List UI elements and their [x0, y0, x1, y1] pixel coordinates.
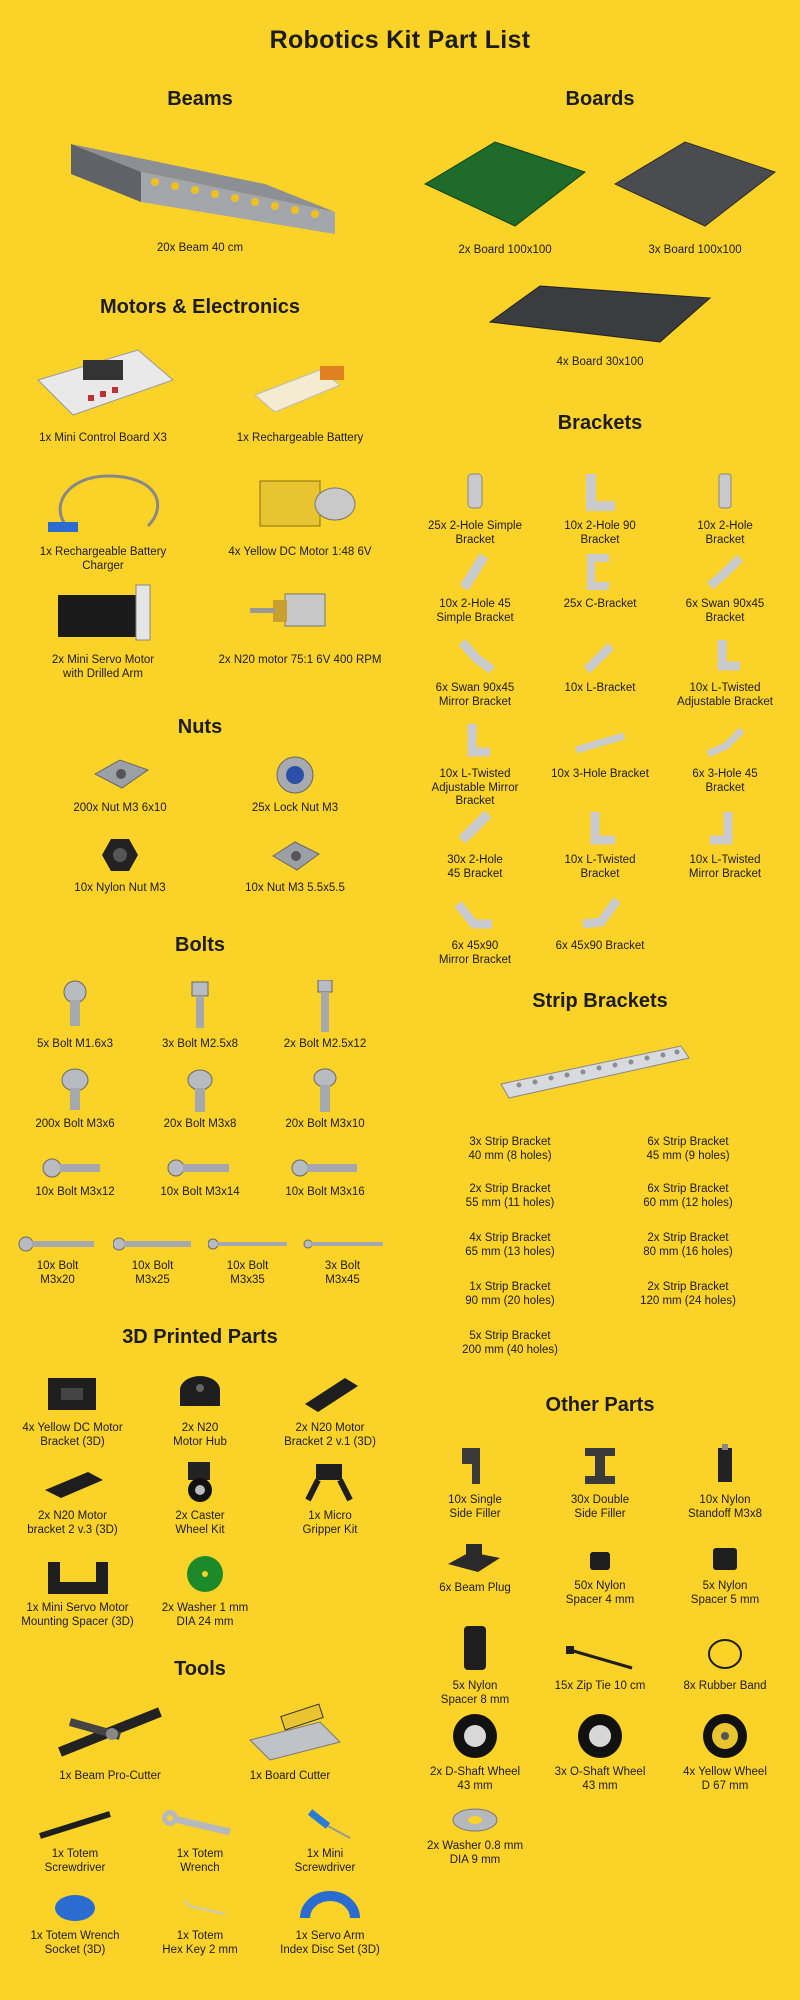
page-title: Robotics Kit Part List	[269, 26, 531, 54]
spacer-icon	[700, 1546, 750, 1574]
part-label: 6x 45x90 Mirror Bracket	[438, 940, 512, 966]
part-label: 5x Bolt M1.6x3	[36, 1038, 114, 1050]
part-label: 4x Yellow DC Motor Bracket (3D)	[22, 1422, 123, 1448]
part-label: 1x Rechargeable Battery	[236, 432, 364, 444]
spacer-icon	[450, 1624, 500, 1674]
bracket-icon	[450, 722, 500, 762]
bolt-icon	[180, 980, 220, 1032]
bracket-item	[660, 808, 790, 881]
part-bolt	[15, 1156, 135, 1200]
part-label: 10x Bolt M3x12	[35, 1186, 115, 1198]
part-nylon-nut	[40, 834, 200, 896]
part-label: 10x Single Side Filler	[448, 1494, 502, 1520]
hex-key-icon	[155, 1890, 245, 1924]
motor-bracket-icon	[33, 1372, 113, 1416]
part-label: 3x O-Shaft Wheel 43 mm	[554, 1766, 646, 1792]
part-tool	[265, 1890, 395, 1957]
bracket-icon	[575, 894, 625, 934]
other-item	[540, 1444, 660, 1521]
part-label: 8x Rubber Band	[683, 1680, 767, 1692]
part-label: 20x Bolt M3x8	[163, 1118, 237, 1130]
other-item	[415, 1712, 535, 1793]
part-label: 20x Beam 40 cm	[156, 242, 244, 254]
part-label: 10x 2-Hole 45 Simple Bracket	[436, 598, 514, 624]
part-nut-5-5	[215, 834, 375, 896]
part-label: 200x Bolt M3x6	[35, 1118, 115, 1130]
bracket-icon	[450, 470, 500, 514]
part-label: 10x L-Twisted Adjustable Mirror Bracket	[431, 768, 519, 807]
part-board	[600, 132, 790, 258]
part-label: 3x Board 100x100	[648, 244, 742, 256]
wrench-icon	[155, 1806, 245, 1842]
part-bolt	[265, 1156, 385, 1200]
other-item	[415, 1444, 535, 1521]
section-title-bolts: Bolts	[175, 934, 225, 956]
bracket-item	[535, 636, 665, 696]
part-tool	[30, 1702, 190, 1784]
part-label: 1x Totem Hex Key 2 mm	[162, 1930, 238, 1956]
other-item	[665, 1444, 785, 1521]
part-3d	[265, 1460, 395, 1537]
part-board	[410, 132, 600, 258]
part-label: 10x Bolt M3x20	[36, 1260, 79, 1286]
n20-bracket-icon	[33, 1464, 113, 1504]
bracket-icon	[575, 470, 625, 514]
part-label: 10x Bolt M3x25	[131, 1260, 174, 1286]
part-3d	[5, 1372, 140, 1449]
part-bolt	[10, 1234, 105, 1287]
spacer-icon	[575, 1548, 625, 1574]
rubber-band-icon	[695, 1634, 755, 1674]
bracket-icon	[700, 470, 750, 514]
beam-plug-icon	[440, 1540, 510, 1576]
part-label: 20x Bolt M3x10	[285, 1118, 365, 1130]
part-label: 50x Nylon Spacer 4 mm	[565, 1580, 635, 1606]
part-3d	[140, 1460, 260, 1537]
section-title-strip-brackets: Strip Brackets	[532, 990, 668, 1012]
side-filler-icon	[450, 1444, 500, 1488]
part-label: 10x 2-Hole Bracket	[697, 520, 753, 546]
part-tool	[15, 1806, 135, 1875]
part-label: 10x 2-Hole 90 Bracket	[564, 520, 636, 546]
wrench-socket-icon	[30, 1890, 120, 1924]
part-label: 6x Swan 90x45 Bracket	[685, 598, 765, 624]
bracket-item	[535, 808, 665, 881]
caster-wheel-icon	[160, 1460, 240, 1504]
bracket-item	[660, 636, 790, 709]
servo-spacer-icon	[38, 1552, 118, 1596]
part-bolt	[265, 1068, 385, 1132]
section-title-boards: Boards	[565, 88, 635, 110]
section-title-beams: Beams	[167, 88, 233, 110]
part-label: 6x 3-Hole 45 Bracket	[692, 768, 758, 794]
part-label: 4x Yellow Wheel D 67 mm	[683, 1766, 767, 1792]
part-label: 10x L-Twisted Adjustable Bracket	[677, 682, 773, 708]
part-label: 6x 45x90 Bracket	[555, 940, 645, 952]
other-item	[540, 1712, 660, 1793]
wheel-icon	[572, 1712, 628, 1760]
part-lock-nut	[215, 754, 375, 816]
bolt-icon	[305, 980, 345, 1032]
part-label: 1x Rechargeable Battery Charger	[39, 546, 167, 572]
part-label: 1x Mini Screwdriver	[294, 1848, 356, 1874]
part-tool	[140, 1806, 260, 1875]
part-3d	[145, 1552, 265, 1629]
part-3d	[5, 1464, 140, 1537]
bolt-icon	[55, 1068, 95, 1112]
washer-icon	[165, 1552, 245, 1596]
bolt-icon	[55, 980, 95, 1032]
n20-motor-image	[225, 580, 375, 648]
bracket-item	[535, 894, 665, 954]
part-label: 4x Board 30x100	[556, 356, 644, 368]
part-label: 2x Board 100x100	[458, 244, 552, 256]
part-label: 10x Nut M3 5.5x5.5	[245, 882, 345, 894]
part-beam-40	[60, 140, 340, 256]
square-nut-icon	[235, 834, 355, 876]
part-charger	[18, 466, 188, 573]
part-label: 2x Caster Wheel Kit	[175, 1510, 225, 1536]
part-label: 10x 3-Hole Bracket	[551, 768, 649, 780]
bolt-icon	[180, 1068, 220, 1112]
other-item	[415, 1806, 535, 1867]
bracket-item	[660, 552, 790, 625]
strip-item: 6x Strip Bracket 45 mm (9 holes)	[646, 1136, 730, 1162]
part-label: 10x Nylon Nut M3	[74, 882, 166, 894]
bracket-item	[535, 470, 665, 547]
part-label: 3x Bolt M3x45	[324, 1260, 361, 1286]
part-label: 1x Mini Servo Motor Mounting Spacer (3D)	[21, 1602, 134, 1628]
part-label: 10x Bolt M3x16	[285, 1186, 365, 1198]
section-title-motors: Motors & Electronics	[99, 296, 301, 318]
part-board	[460, 278, 740, 370]
section-title-tools: Tools	[174, 1658, 226, 1680]
other-item	[540, 1548, 660, 1607]
part-n20-motor	[200, 580, 400, 668]
part-label: 10x Nylon Standoff M3x8	[688, 1494, 762, 1520]
part-label: 6x Beam Plug	[439, 1582, 511, 1594]
part-label: 2x N20 Motor Bracket 2 v.1 (3D)	[284, 1422, 376, 1448]
strip-item: 3x Strip Bracket 40 mm (8 holes)	[468, 1136, 552, 1162]
section-title-nuts: Nuts	[177, 716, 223, 738]
part-label: 2x N20 motor 75:1 6V 400 RPM	[218, 654, 382, 666]
battery-image	[225, 340, 375, 426]
double-filler-icon	[575, 1444, 625, 1488]
part-label: 1x Micro Gripper Kit	[302, 1510, 358, 1536]
part-tool	[15, 1890, 135, 1957]
part-label: 1x Servo Arm Index Disc Set (3D)	[280, 1930, 380, 1956]
charger-image	[28, 466, 178, 540]
bracket-item	[535, 552, 665, 612]
section-title-brackets: Brackets	[557, 412, 643, 434]
bracket-icon	[450, 552, 500, 592]
lock-nut-icon	[235, 754, 355, 796]
part-label: 10x L-Bracket	[564, 682, 636, 694]
n20-bracket-icon	[290, 1372, 370, 1416]
bolt-icon	[208, 1234, 288, 1254]
square-nut-icon	[60, 754, 180, 796]
part-label: 2x Washer 0.8 mm DIA 9 mm	[426, 1840, 524, 1866]
green-board-image	[415, 132, 595, 238]
strip-item: 4x Strip Bracket 65 mm (13 holes)	[465, 1232, 555, 1258]
bracket-icon	[450, 808, 500, 848]
control-board-image	[28, 340, 178, 426]
part-tool	[210, 1702, 370, 1784]
standoff-icon	[700, 1444, 750, 1488]
pro-cutter-icon	[50, 1702, 170, 1764]
bracket-item	[535, 722, 665, 782]
bracket-item	[410, 552, 540, 625]
part-label: 1x Totem Wrench	[176, 1848, 224, 1874]
part-tool	[265, 1806, 385, 1875]
bolt-icon	[290, 1156, 360, 1180]
part-bolt	[140, 980, 260, 1052]
part-label: 1x Totem Wrench Socket (3D)	[30, 1930, 120, 1956]
part-label: 10x Bolt M3x35	[226, 1260, 269, 1286]
part-bolt	[295, 1234, 390, 1287]
part-tool	[140, 1890, 260, 1957]
bracket-icon	[575, 552, 625, 592]
part-label: 5x Nylon Spacer 8 mm	[440, 1680, 510, 1706]
strip-item: 1x Strip Bracket 90 mm (20 holes)	[465, 1281, 555, 1307]
yellow-motor-image	[225, 466, 375, 540]
other-item	[415, 1624, 535, 1707]
part-label: 2x D-Shaft Wheel 43 mm	[429, 1766, 521, 1792]
motor-hub-icon	[160, 1372, 240, 1416]
part-label: 200x Nut M3 6x10	[73, 802, 167, 814]
zip-tie-icon	[560, 1640, 640, 1674]
servo-image	[28, 580, 178, 648]
part-bolt	[15, 980, 135, 1052]
other-item	[665, 1634, 785, 1694]
bracket-item	[410, 808, 540, 881]
part-label: 6x Swan 90x45 Mirror Bracket	[435, 682, 515, 708]
bracket-icon	[570, 722, 630, 762]
part-label: 1x Board Cutter	[249, 1770, 331, 1782]
part-label: 3x Bolt M2.5x8	[161, 1038, 239, 1050]
part-yellow-motor	[210, 466, 390, 560]
other-item	[665, 1546, 785, 1607]
part-label: 25x Lock Nut M3	[251, 802, 339, 814]
part-bolt	[200, 1234, 295, 1287]
part-bolt	[105, 1234, 200, 1287]
part-label: 2x Mini Servo Motor with Drilled Arm	[51, 654, 155, 680]
bracket-icon	[700, 552, 750, 592]
nylon-nut-icon	[60, 834, 180, 876]
bracket-item	[410, 470, 540, 547]
screwdriver-icon	[30, 1806, 120, 1842]
part-label: 1x Mini Control Board X3	[39, 432, 167, 444]
other-item	[540, 1640, 660, 1694]
board-cutter-icon	[230, 1702, 350, 1764]
bolt-icon	[305, 1068, 345, 1112]
bracket-item	[410, 636, 540, 709]
part-3d	[140, 1372, 260, 1449]
bracket-icon	[575, 636, 625, 676]
bracket-icon	[700, 808, 750, 848]
bolt-icon	[303, 1234, 383, 1254]
wheel-icon	[447, 1712, 503, 1760]
part-bolt	[140, 1068, 260, 1132]
part-bolt	[265, 980, 385, 1052]
part-bolt	[140, 1156, 260, 1200]
bolt-icon	[165, 1156, 235, 1180]
bracket-item	[660, 470, 790, 547]
part-bolt	[15, 1068, 135, 1132]
part-label: 2x Bolt M2.5x12	[283, 1038, 367, 1050]
strip-item: 2x Strip Bracket 120 mm (24 holes)	[640, 1281, 736, 1307]
bracket-item	[660, 722, 790, 795]
part-control-board	[18, 340, 188, 446]
gray-board-image	[605, 132, 785, 238]
part-label: 2x Washer 1 mm DIA 24 mm	[161, 1602, 249, 1628]
bracket-icon	[450, 636, 500, 676]
yellow-wheel-icon	[697, 1712, 753, 1760]
part-battery	[210, 340, 390, 446]
bracket-icon	[700, 636, 750, 676]
part-label: 2x N20 Motor Hub	[173, 1422, 227, 1448]
part-3d	[5, 1552, 150, 1629]
part-label: 1x Totem Screwdriver	[44, 1848, 106, 1874]
board-30x100-image	[470, 278, 730, 350]
bolt-icon	[18, 1234, 98, 1254]
part-label: 10x Bolt M3x14	[160, 1186, 240, 1198]
bracket-item	[410, 894, 540, 967]
part-label: 2x N20 Motor bracket 2 v.3 (3D)	[27, 1510, 118, 1536]
part-label: 30x Double Side Filler	[570, 1494, 630, 1520]
bracket-item	[410, 722, 540, 809]
part-label: 10x L-Twisted Mirror Bracket	[688, 854, 762, 880]
washer-icon	[447, 1806, 503, 1834]
part-label: 25x 2-Hole Simple Bracket	[428, 520, 522, 546]
section-title-3d-printed: 3D Printed Parts	[122, 1326, 278, 1348]
strip-item: 6x Strip Bracket 60 mm (12 holes)	[643, 1183, 733, 1209]
mini-screwdriver-icon	[280, 1806, 370, 1842]
other-item	[415, 1540, 535, 1596]
index-disc-icon	[285, 1890, 375, 1924]
part-3d	[265, 1372, 395, 1449]
part-servo	[18, 580, 188, 681]
part-label: 4x Yellow DC Motor 1:48 6V	[228, 546, 372, 558]
bracket-icon	[700, 722, 750, 762]
part-label: 1x Beam Pro-Cutter	[59, 1770, 161, 1782]
bracket-icon	[575, 808, 625, 848]
bolt-icon	[113, 1234, 193, 1254]
strip-item: 2x Strip Bracket 55 mm (11 holes)	[465, 1183, 555, 1209]
strip-item: 5x Strip Bracket 200 mm (40 holes)	[462, 1330, 558, 1356]
part-label: 30x 2-Hole 45 Bracket	[447, 854, 503, 880]
gripper-icon	[290, 1460, 370, 1504]
part-nut-6x10	[40, 754, 200, 816]
strip-bracket-image	[495, 1040, 695, 1106]
bolt-icon	[40, 1156, 110, 1180]
bracket-icon	[450, 894, 500, 934]
part-label: 15x Zip Tie 10 cm	[554, 1680, 646, 1692]
part-label: 5x Nylon Spacer 5 mm	[690, 1580, 760, 1606]
other-item	[665, 1712, 785, 1793]
strip-item: 2x Strip Bracket 80 mm (16 holes)	[643, 1232, 733, 1258]
beam-image	[65, 140, 335, 236]
part-label: 10x L-Twisted Bracket	[564, 854, 636, 880]
part-label: 25x C-Bracket	[563, 598, 637, 610]
section-title-other-parts: Other Parts	[545, 1394, 655, 1416]
